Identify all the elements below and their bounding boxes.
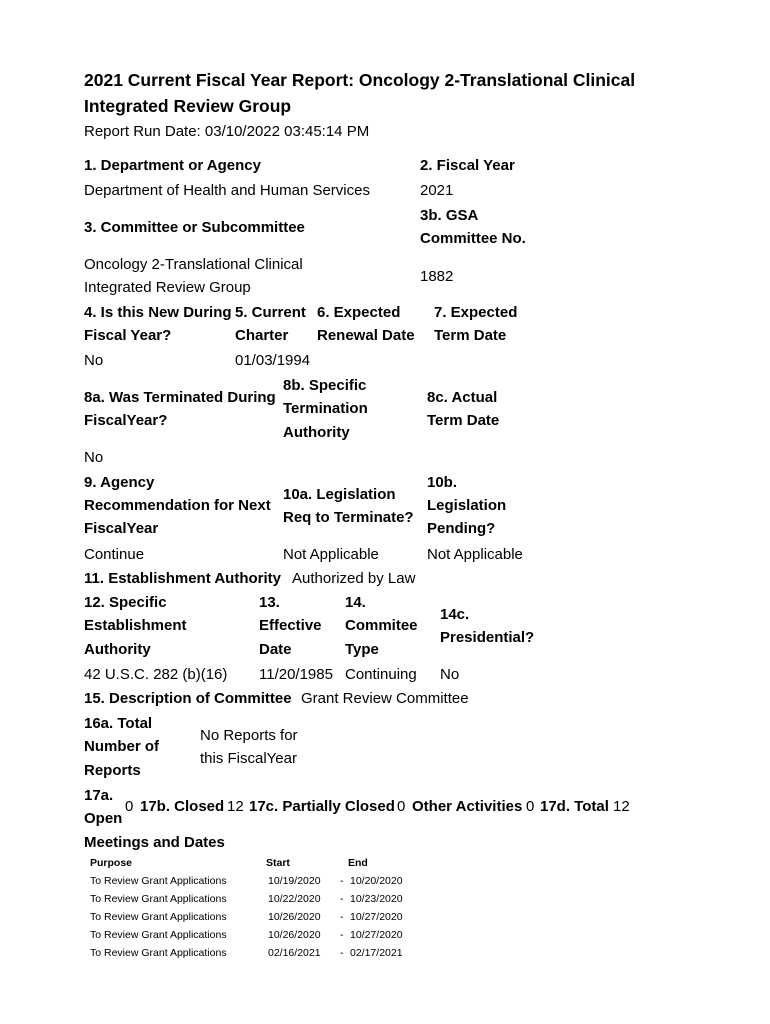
specific-establishment-value: 42 U.S.C. 282 (b)(16) [84,666,228,683]
committee-type-value: Continuing [345,666,417,683]
term-date-label-line1: 7. Expected [434,304,518,321]
committee-type-label-line1: 14. [345,594,366,611]
actual-term-date-label-line2: Term Date [427,412,500,429]
total-reports-label-line1: 16a. Total [84,715,153,732]
meetings-heading: Meetings and Dates [84,834,225,851]
meetings-col-purpose: Purpose [90,857,133,869]
current-charter-label-line2: Charter [235,327,289,344]
legislation-req-value: Not Applicable [283,546,379,563]
gsa-label-line1: 3b. GSA [420,207,479,224]
presidential-label-line2: Presidential? [440,629,535,646]
open-meetings-value: 0 [125,798,134,815]
effective-date-label-line2: Effective [259,617,322,634]
committee-value-line2: Integrated Review Group [84,279,251,296]
meeting-start: 10/26/2020 [268,911,321,923]
agency-recommendation-label-line3: FiscalYear [84,520,159,537]
renewal-date-label-line1: 6. Expected [317,304,401,321]
terminated-label-line2: FiscalYear? [84,412,168,429]
meeting-purpose: To Review Grant Applications [90,911,227,923]
current-charter-value: 01/03/1994 [235,352,311,369]
meeting-dash: - [340,947,344,959]
terminated-label-line1: 8a. Was Terminated During [84,389,276,406]
effective-date-value: 11/20/1985 [259,666,333,683]
agency-recommendation-label-line1: 9. Agency [84,474,155,491]
partially-closed-label: 17c. Partially Closed [249,798,395,815]
specific-termination-label-line1: 8b. Specific [283,377,367,394]
legislation-pending-label-line3: Pending? [427,520,496,537]
meeting-dash: - [340,875,344,887]
effective-date-label-line3: Date [259,641,292,658]
establishment-authority-label: 11. Establishment Authority [84,570,281,587]
total-reports-value-line2: this FiscalYear [200,750,297,767]
meeting-purpose: To Review Grant Applications [90,875,227,887]
establishment-authority-value: Authorized by Law [292,570,416,587]
meeting-purpose: To Review Grant Applications [90,893,227,905]
committee-value-line1: Oncology 2-Translational Clinical [84,256,303,273]
legislation-req-label-line2: Req to Terminate? [283,509,414,526]
legislation-pending-label-line1: 10b. [427,474,458,491]
new-during-fy-label-line1: 4. Is this New During [84,304,232,321]
fiscal-year-value: 2021 [420,182,454,199]
committee-type-label-line2: Commitee [345,617,418,634]
department-label: 1. Department or Agency [84,157,261,174]
meeting-end: 10/23/2020 [350,893,403,905]
gsa-value: 1882 [420,268,454,285]
specific-establishment-label-line3: Authority [84,641,151,658]
term-date-label-line2: Term Date [434,327,507,344]
total-reports-value-line1: No Reports for [200,727,298,744]
legislation-pending-label-line2: Legislation [427,497,507,514]
renewal-date-label-line2: Renewal Date [317,327,415,344]
new-during-fy-label-line2: Fiscal Year? [84,327,172,344]
agency-recommendation-label-line2: Recommendation for Next [84,497,271,514]
agency-recommendation-value: Continue [84,546,145,563]
total-reports-label-line2: Number of [84,738,159,755]
meeting-start: 10/19/2020 [268,875,321,887]
closed-meetings-value: 12 [227,798,244,815]
meeting-dash: - [340,911,344,923]
meetings-col-start: Start [266,857,290,869]
total-meetings-label: 17d. Total [540,798,609,815]
description-value: Grant Review Committee [301,690,469,707]
description-label: 15. Description of Committee [84,690,292,707]
open-meetings-label-line1: 17a. [84,787,114,804]
report-run-date: Report Run Date: 03/10/2022 03:45:14 PM [84,123,370,140]
gsa-label-line2: Committee No. [420,230,526,247]
specific-establishment-label-line1: 12. Specific [84,594,167,611]
meeting-end: 10/27/2020 [350,929,403,941]
legislation-req-label-line1: 10a. Legislation [283,486,396,503]
specific-termination-label-line2: Termination [283,400,368,417]
total-meetings-value: 12 [613,798,630,815]
meeting-end: 10/20/2020 [350,875,403,887]
meeting-purpose: To Review Grant Applications [90,929,227,941]
total-reports-label-line3: Reports [84,762,141,779]
fiscal-year-label: 2. Fiscal Year [420,157,515,174]
effective-date-label-line1: 13. [259,594,280,611]
partially-closed-value: 0 [397,798,406,815]
report-title-line2: Integrated Review Group [84,96,292,116]
specific-establishment-label-line2: Establishment [84,617,187,634]
meeting-end: 02/17/2021 [350,947,403,959]
meeting-dash: - [340,929,344,941]
presidential-value: No [440,666,460,683]
other-activities-label: Other Activities [412,798,523,815]
presidential-label-line1: 14c. [440,606,470,623]
meeting-end: 10/27/2020 [350,911,403,923]
meetings-col-end: End [348,857,368,869]
meeting-start: 02/16/2021 [268,947,321,959]
current-charter-label-line1: 5. Current [235,304,306,321]
committee-type-label-line3: Type [345,641,379,658]
meeting-purpose: To Review Grant Applications [90,947,227,959]
open-meetings-label-line2: Open [84,810,123,827]
meeting-dash: - [340,893,344,905]
report-title-line1: 2021 Current Fiscal Year Report: Oncology 2-Translational Clinical [84,70,636,90]
legislation-pending-value: Not Applicable [427,546,523,563]
terminated-value: No [84,449,104,466]
committee-label: 3. Committee or Subcommittee [84,219,305,236]
specific-termination-label-line3: Authority [283,424,350,441]
actual-term-date-label-line1: 8c. Actual [427,389,498,406]
meeting-start: 10/22/2020 [268,893,321,905]
meeting-start: 10/26/2020 [268,929,321,941]
new-during-fy-value: No [84,352,104,369]
other-activities-value: 0 [526,798,535,815]
department-value: Department of Health and Human Services [84,182,370,199]
closed-meetings-label: 17b. Closed [140,798,225,815]
